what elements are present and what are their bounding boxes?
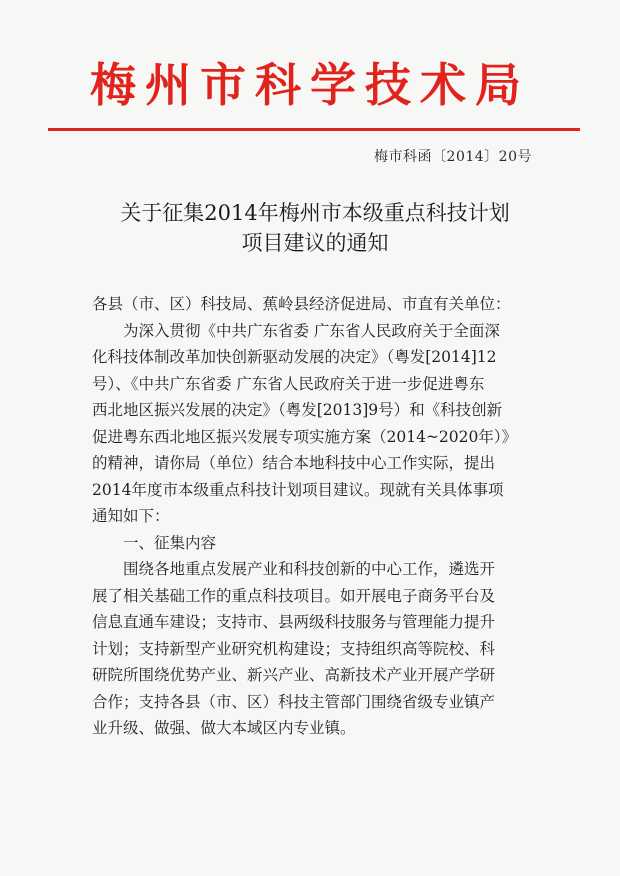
section1-line-2: 展了相关基础工作的重点科技项目。如开展电子商务平台及 — [92, 586, 496, 605]
letterhead-org-name: 梅州市科学技术局 — [90, 58, 530, 112]
section1-line-5: 研院所围绕优势产业、新兴产业、高新技术产业开展产学研 — [92, 666, 496, 684]
paragraph1-line-4: 西北地区振兴发展的决定》（粤发[2013]9号）和《科技创新 — [92, 401, 503, 419]
paragraph1-line-8: 通知如下： — [92, 507, 170, 525]
paragraph1-line-6: 的精神，请你局（单位）结合本地科技中心工作实际，提出 — [92, 454, 496, 472]
paragraph1-line-7: 2014年度市本级重点科技计划项目建议。现就有关具体事项 — [92, 480, 504, 499]
section1-line-6: 合作；支持各县（市、区）科技主管部门围绕省级专业镇产 — [92, 692, 496, 711]
paragraph1-line-5: 促进粤东西北地区振兴发展专项实施方案（2014~2020年）》 — [92, 427, 518, 446]
paragraph1-line-1: 为深入贯彻《中共广东省委 广东省人民政府关于全面深 — [123, 321, 500, 340]
paragraph1-line-3: 号）、《中共广东省委 广东省人民政府关于进一步促进粤东 — [92, 374, 485, 393]
document-title — [60, 198, 570, 258]
paragraph1-line-2: 化科技体制改革加快创新驱动发展的决定》（粤发[2014]12 — [92, 348, 497, 366]
document-number: 梅市科函〔2014〕20号 — [374, 149, 532, 165]
section1-line-7: 业升级、做强、做大本域区内专业镇。 — [92, 719, 356, 737]
section1-line-3: 信息直通车建设；支持市、县两级科技服务与管理能力提升 — [92, 613, 496, 631]
section1-line-1: 围绕各地重点发展产业和科技创新的中心工作，遴选开 — [123, 560, 496, 578]
addressee-line: 各县（市、区）科技局、蕉岭县经济促进局、市直有关单位： — [92, 295, 511, 313]
document-body — [92, 291, 532, 742]
letterhead-red-rule — [48, 128, 580, 131]
title-line-1: 关于征集2014年梅州市本级重点科技计划 — [120, 201, 510, 225]
section1-line-4: 计划；支持新型产业研究机构建设；支持组织高等院校、科 — [92, 639, 496, 658]
section1-heading: 一、征集内容 — [123, 533, 217, 552]
title-line-2: 项目建议的通知 — [241, 231, 389, 255]
